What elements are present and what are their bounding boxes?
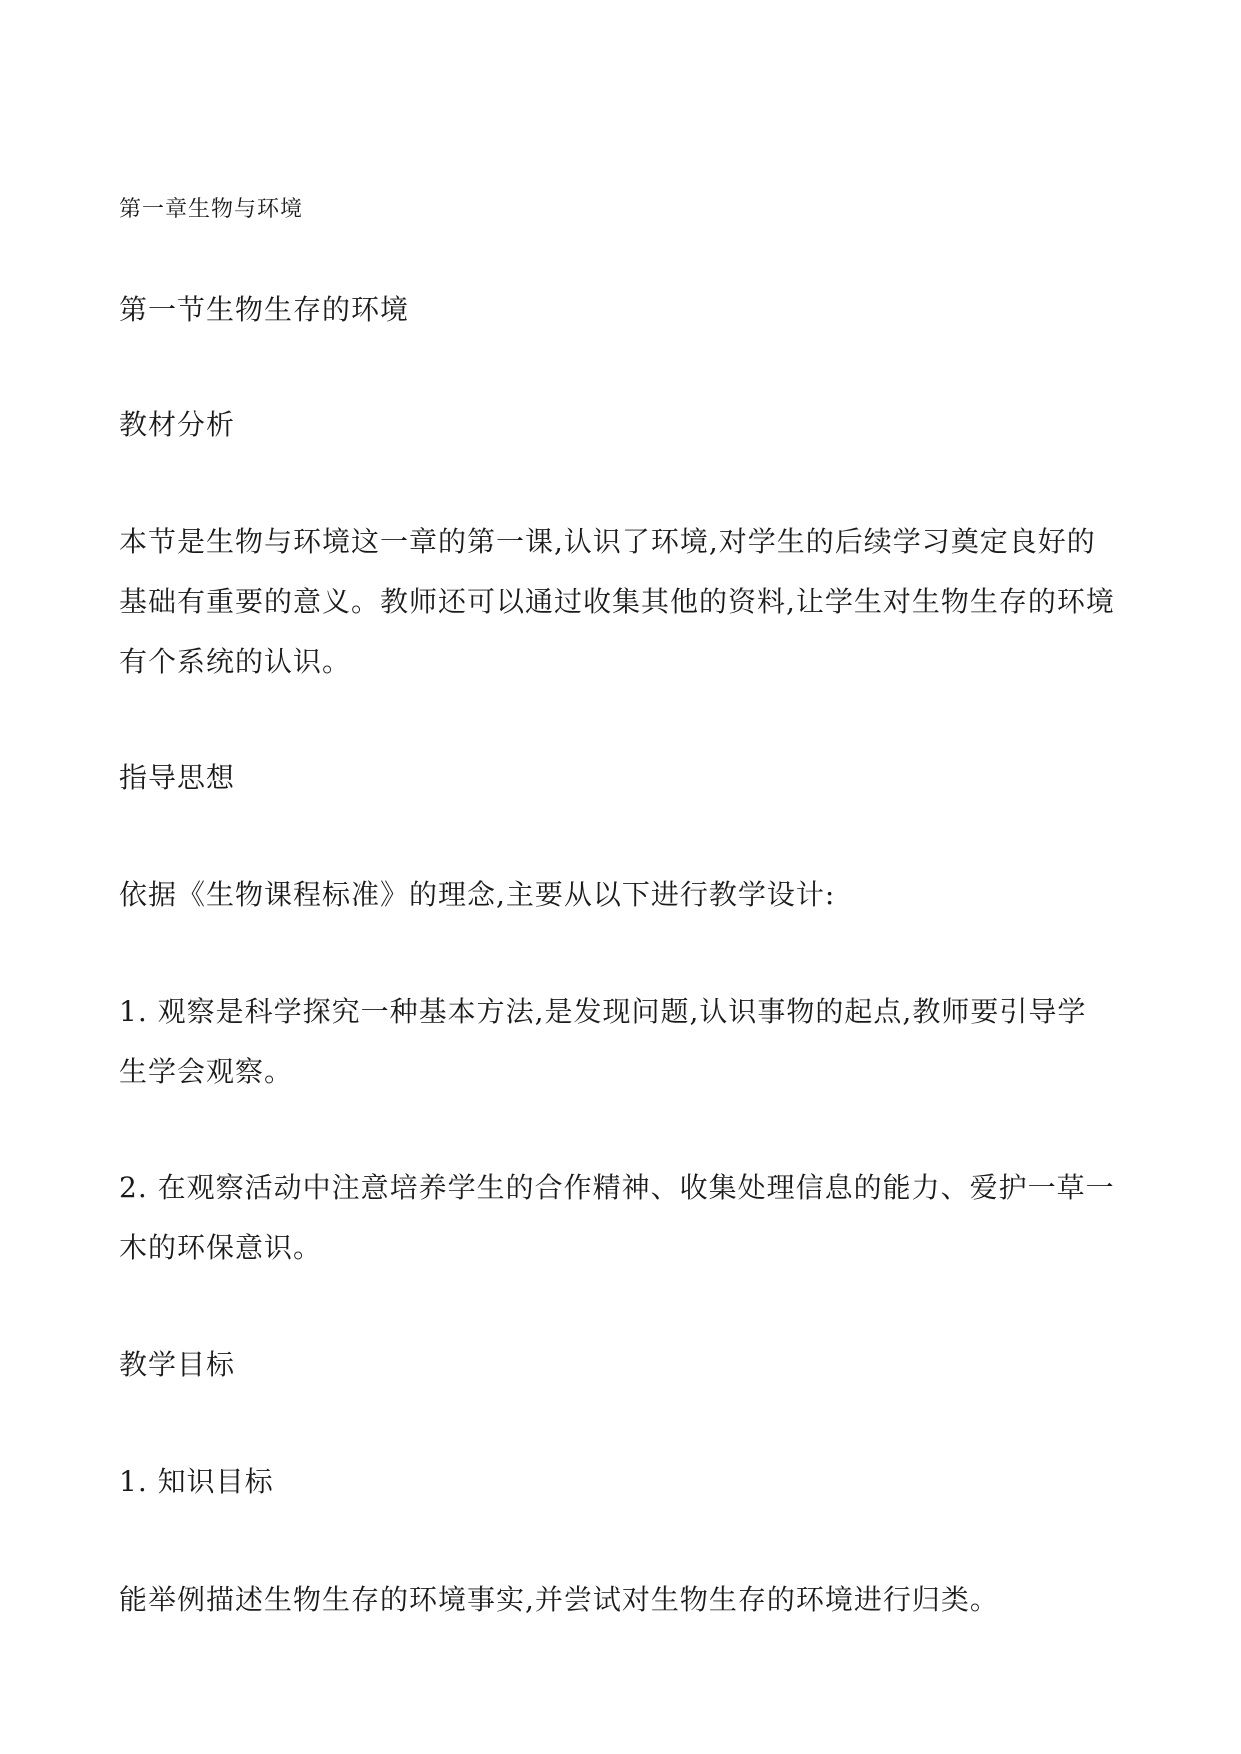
guiding-point-1-line: 生学会观察。 xyxy=(119,1055,294,1088)
guiding-point-1-line: 1. 观察是科学探究一种基本方法,是发现问题,认识事物的起点,教师要引导学 xyxy=(119,995,1087,1028)
paragraph-line: 基础有重要的意义。教师还可以通过收集其他的资料,让学生对生物生存的环境 xyxy=(119,585,1115,618)
knowledge-goal-text: 能举例描述生物生存的环境事实,并尝试对生物生存的环境进行归类。 xyxy=(119,1583,999,1616)
guiding-intro: 依据《生物课程标准》的理念,主要从以下进行教学设计: xyxy=(119,878,836,911)
heading-material-analysis: 教材分析 xyxy=(119,408,236,441)
paragraph-line: 本节是生物与环境这一章的第一课,认识了环境,对学生的后续学习奠定良好的 xyxy=(119,525,1096,558)
heading-teaching-goals: 教学目标 xyxy=(119,1348,236,1381)
guiding-point-2-line: 2. 在观察活动中注意培养学生的合作精神、收集处理信息的能力、爱护一草一 xyxy=(119,1171,1115,1204)
heading-guiding-thought: 指导思想 xyxy=(119,761,236,794)
chapter-title: 第一章生物与环境 xyxy=(119,197,304,222)
section-title: 第一节生物生存的环境 xyxy=(119,293,410,326)
paragraph-line: 有个系统的认识。 xyxy=(119,645,352,678)
guiding-point-2-line: 木的环保意识。 xyxy=(119,1231,323,1264)
knowledge-goal-heading: 1. 知识目标 xyxy=(119,1465,274,1498)
